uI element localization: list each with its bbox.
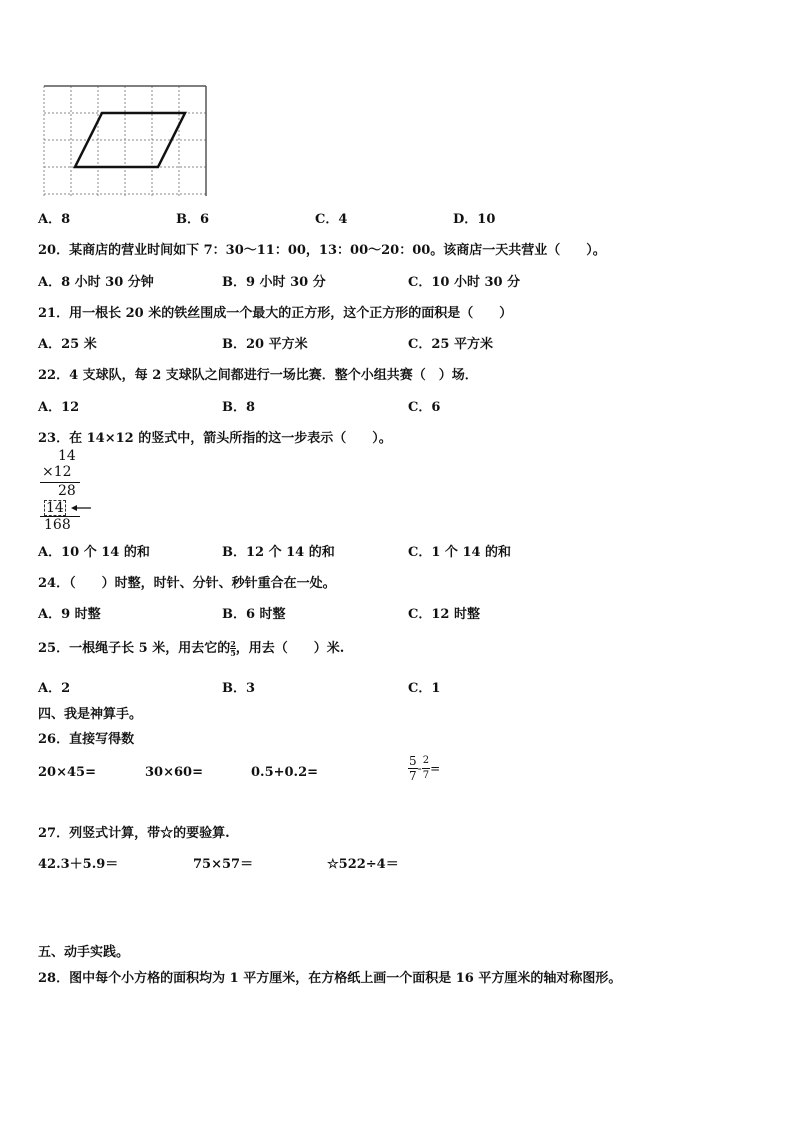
grid-parallelogram-figure — [40, 84, 215, 202]
q26-frac-eq: = — [430, 761, 441, 776]
q24-option-c[interactable]: C．12 时整 — [408, 607, 480, 622]
q19-option-a[interactable]: A．8 — [38, 212, 71, 227]
vm-line-partial-2: 14 — [46, 500, 64, 516]
q20-option-c[interactable]: C．10 小时 30 分 — [408, 275, 521, 290]
q21-option-c[interactable]: C．25 平方米 — [408, 337, 493, 352]
q26-frac-a-den: 7 — [409, 769, 417, 783]
vertical-multiplication — [36, 448, 96, 536]
q24-option-b[interactable]: B．6 时整 — [222, 607, 286, 622]
q20-option-a[interactable]: A．8 小时 30 分钟 — [38, 275, 154, 290]
q25-option-b[interactable]: B．3 — [222, 681, 256, 696]
q23-option-c[interactable]: C．1 个 14 的和 — [408, 545, 512, 560]
q22-stem: 22．4 支球队，每 2 支球队之间都进行一场比赛．整个小组共赛（ ）场． — [38, 368, 478, 383]
q26-frac-b-den: 7 — [422, 770, 430, 781]
q26-frac-a-num: 5 — [409, 754, 417, 768]
q26-frac-op: - — [417, 761, 422, 776]
q23-stem: 23．在 14×12 的竖式中，箭头所指的这一步表示（ ）。 — [38, 431, 392, 446]
section-5-title: 五、动手实践。 — [38, 945, 130, 960]
q21-stem: 21．用一根长 20 米的铁丝围成一个最大的正方形，这个正方形的面积是（ ） — [38, 306, 513, 321]
q25-option-c[interactable]: C．1 — [408, 681, 441, 696]
q26-frac-a — [408, 754, 418, 783]
q26-stem: 26．直接写得数 — [38, 732, 135, 747]
q27-stem: 27．列竖式计算，带☆的要验算. — [38, 826, 230, 841]
q27-item-3: ☆522÷4＝ — [327, 857, 399, 872]
q22-option-b[interactable]: B．8 — [222, 400, 256, 415]
q24-stem: 24．（ ）时整，时针、分针、秒针重合在一处。 — [38, 576, 336, 591]
vm-line-partial-1: 28 — [58, 483, 76, 499]
q25-stem-before: 25．一根绳子长 5 米，用去它的 — [38, 641, 231, 656]
q27-item-2: 75×57＝ — [193, 857, 254, 872]
q25-option-a[interactable]: A．2 — [38, 681, 71, 696]
q26-item-1: 20×45= — [38, 765, 96, 780]
q22-option-c[interactable]: C．6 — [408, 400, 441, 415]
q26-item-3: 0.5+0.2= — [251, 765, 319, 780]
q23-option-b[interactable]: B．12 个 14 的和 — [222, 545, 335, 560]
q27-item-1: 42.3＋5.9＝ — [38, 857, 119, 872]
q19-option-c[interactable]: C．4 — [315, 212, 348, 227]
q19-option-b[interactable]: B．6 — [176, 212, 210, 227]
q23-option-a[interactable]: A．10 个 14 的和 — [38, 545, 150, 560]
vm-line-multiplicand: 14 — [58, 448, 76, 464]
q26-frac-b-num: 2 — [422, 754, 430, 769]
q25-frac-num: 2 — [230, 639, 236, 649]
q19-option-d[interactable]: D．10 — [453, 212, 496, 227]
q28-stem: 28．图中每个小方格的面积均为 1 平方厘米，在方格纸上画一个面积是 16 平方厘米的轴对称图形。 — [38, 971, 622, 986]
section-4-title: 四、我是神算手。 — [38, 707, 143, 722]
q20-option-b[interactable]: B．9 小时 30 分 — [222, 275, 326, 290]
q26-item-4 — [408, 754, 440, 783]
q26-frac-b — [422, 754, 430, 783]
q21-option-a[interactable]: A．25 米 — [38, 337, 97, 352]
vm-line-multiplier: ×12 — [42, 464, 72, 480]
arrow-left-icon — [70, 503, 92, 513]
vm-line-product: 168 — [44, 517, 71, 533]
q20-stem: 20．某商店的营业时间如下 7：30～11：00，13：00～20：00。该商店一天共营业（ ）。 — [38, 243, 606, 258]
q26-item-2: 30×60= — [145, 765, 203, 780]
q25-stem — [38, 637, 344, 657]
q25-stem-after: ，用去（ ）米. — [235, 641, 345, 656]
q24-option-a[interactable]: A．9 时整 — [38, 607, 101, 622]
q21-option-b[interactable]: B．20 平方米 — [222, 337, 308, 352]
q22-option-a[interactable]: A．12 — [38, 400, 80, 415]
q25-frac-den: 5 — [230, 648, 236, 658]
